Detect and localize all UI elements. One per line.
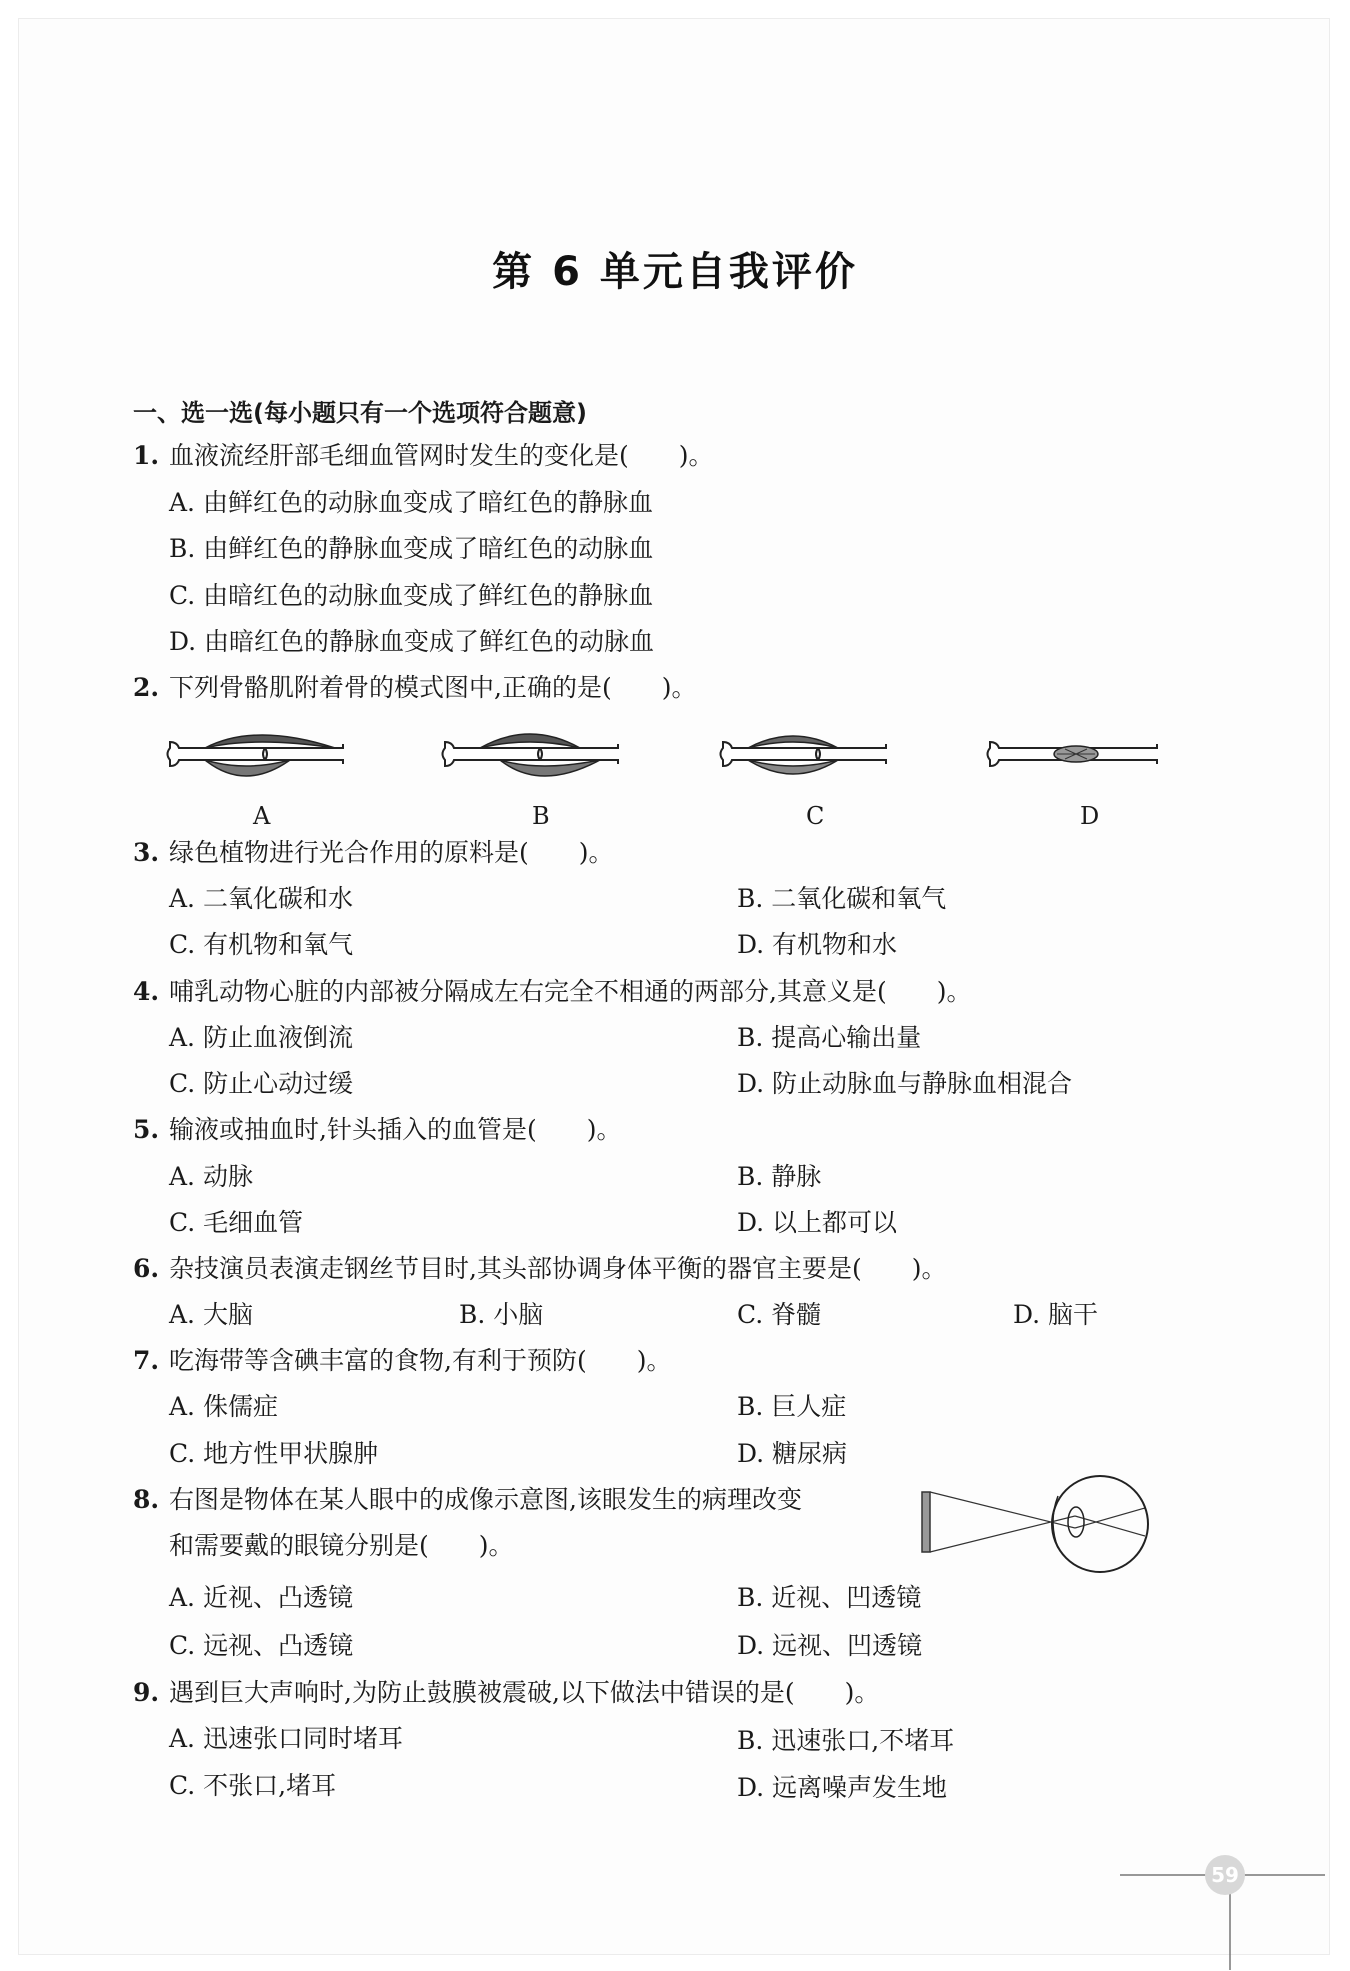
option-8b: B. 近视、凹透镜 [737,1583,922,1612]
question-number: 9. [133,1678,160,1707]
option-8c: C. 远视、凸透镜 [169,1631,354,1660]
question-text: 输液或抽血时,针头插入的血管是( )。 [169,1115,622,1144]
question-text: 下列骨骼肌附着骨的模式图中,正确的是( )。 [169,673,697,702]
question-6 [133,1253,946,1285]
question-number: 6. [133,1254,160,1283]
option-7b: B. 巨人症 [737,1392,847,1421]
question-number: 8. [133,1485,160,1514]
option-7a: A. 侏儒症 [169,1392,278,1421]
figure-label-a: A [253,802,271,830]
question-number: 4. [133,977,160,1006]
option-6d: D. 脑干 [1013,1300,1099,1329]
page-number-badge: 59 [1205,1855,1245,1895]
question-2 [133,672,696,704]
object-bar [922,1492,930,1552]
option-9c: C. 不张口,堵耳 [169,1771,337,1800]
option-6c: C. 脊髓 [737,1300,822,1329]
eye-diagram [920,1478,1170,1578]
option-9a: A. 迅速张口同时堵耳 [169,1724,403,1753]
option-5a: A. 动脉 [169,1162,253,1191]
option-4a: A. 防止血液倒流 [169,1023,353,1052]
option-3d: D. 有机物和水 [737,930,898,959]
option-7c: C. 地方性甲状腺肿 [169,1439,379,1468]
page-number [1205,1855,1245,1895]
question-3 [133,837,614,869]
option-9b: B. 迅速张口,不堵耳 [737,1726,955,1755]
option-3c: C. 有机物和氧气 [169,930,354,959]
figure-label-b: B [532,802,550,830]
page-title: 第 6 单元自我评价 [492,249,858,295]
eyeball-outline [1052,1476,1148,1572]
option-6b: B. 小脑 [459,1300,544,1329]
option-1a: A. 由鲜红色的动脉血变成了暗红色的静脉血 [169,488,653,517]
question-number: 7. [133,1346,160,1375]
option-5d: D. 以上都可以 [737,1208,898,1237]
question-text: 绿色植物进行光合作用的原料是( )。 [169,838,614,867]
figure-label-c: C [806,802,825,830]
question-7 [133,1345,671,1377]
option-8d: D. 远视、凹透镜 [737,1631,923,1660]
question-9 [133,1677,879,1709]
question-text: 吃海带等含碘丰富的食物,有利于预防( )。 [169,1346,672,1375]
option-5b: B. 静脉 [737,1162,822,1191]
muscle-figure-d [985,730,1165,790]
question-text: 血液流经肝部毛细血管网时发生的变化是( )。 [169,441,714,470]
question-4 [133,976,971,1008]
option-7d: D. 糖尿病 [737,1439,848,1468]
muscle-figure-b [440,730,625,790]
question-8 [133,1484,802,1516]
option-1b: B. 由鲜红色的静脉血变成了暗红色的动脉血 [169,534,654,563]
question-text: 杂技演员表演走钢丝节目时,其头部协调身体平衡的器官主要是( )。 [169,1254,947,1283]
question-1 [133,440,714,472]
question-number: 1. [133,441,160,470]
question-text: 哺乳动物心脏的内部被分隔成左右完全不相通的两部分,其意义是( )。 [169,977,972,1006]
option-4b: B. 提高心输出量 [737,1023,922,1052]
figure-label-d: D [1080,802,1100,830]
option-1c: C. 由暗红色的动脉血变成了鲜红色的静脉血 [169,581,654,610]
muscle-figure-a [165,730,350,790]
question-text: 右图是物体在某人眼中的成像示意图,该眼发生的病理改变 [169,1485,802,1514]
option-6a: A. 大脑 [169,1300,253,1329]
option-8a: A. 近视、凸透镜 [169,1583,353,1612]
question-number: 2. [133,673,160,702]
question-5 [133,1114,621,1146]
question-text: 遇到巨大声响时,为防止鼓膜被震破,以下做法中错误的是( )。 [169,1678,880,1707]
option-9d: D. 远离噪声发生地 [737,1773,948,1802]
question-8-continued: 和需要戴的眼镜分别是( )。 [169,1531,514,1560]
option-3a: A. 二氧化碳和水 [169,884,353,913]
option-1d: D. 由暗红色的静脉血变成了鲜红色的动脉血 [169,627,655,656]
option-4d: D. 防止动脉血与静脉血相混合 [737,1069,1073,1098]
option-4c: C. 防止心动过缓 [169,1069,354,1098]
section-heading: 一、选一选(每小题只有一个选项符合题意) [133,399,587,427]
question-number: 5. [133,1115,160,1144]
question-number: 3. [133,838,160,867]
muscle-figure-c [718,730,893,790]
lens-shape [1068,1507,1084,1537]
option-3b: B. 二氧化碳和氧气 [737,884,947,913]
option-5c: C. 毛细血管 [169,1208,304,1237]
